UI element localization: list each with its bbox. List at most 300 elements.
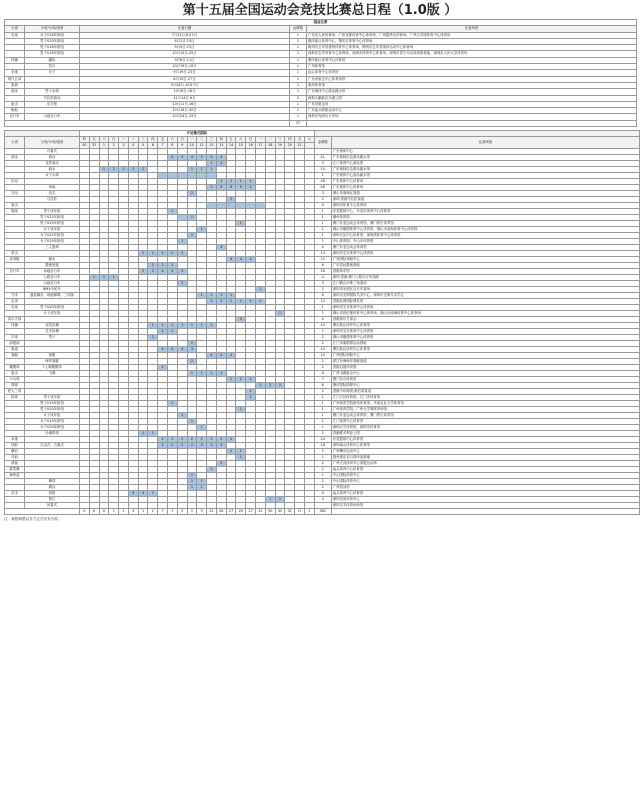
competition-day-cell: 2	[246, 377, 256, 383]
main-schedule-table	[4, 130, 640, 515]
competition-day-cell: 1	[187, 323, 197, 329]
sport-cell: 手球	[5, 335, 25, 341]
competition-day-cell: 9	[236, 185, 246, 191]
competition-day-cell: 4	[226, 257, 236, 263]
competition-day-cell: 1	[216, 293, 226, 299]
daily-total: 27	[246, 509, 256, 515]
competition-day-cell: 2	[216, 437, 226, 443]
competition-day-cell: 1	[226, 179, 236, 185]
venue-cell: 广东奥林匹克游泳跳水馆	[331, 167, 639, 173]
gold-cell: 2	[314, 485, 331, 491]
date-cell: 10月16日-19日	[80, 64, 290, 70]
sub-cell: 艺术体操	[24, 329, 79, 335]
competition-day-cell: 2	[216, 299, 226, 305]
total-gold: 37	[290, 120, 307, 126]
daily-total: 5	[177, 509, 187, 515]
weekday-header: 一	[256, 137, 266, 143]
competition-day-cell: 1	[207, 293, 217, 299]
gold-cell: 1	[290, 64, 307, 70]
venue-cell: 深圳市光明自行车场	[307, 114, 637, 120]
venue-cell: 广东奥林匹克游泳跳水馆	[331, 155, 639, 161]
venue-cell: 香港维多利亚公园	[331, 431, 639, 437]
weekday-header: 五	[158, 137, 168, 143]
weekday-header: 二	[128, 137, 138, 143]
gold-cell: 1	[314, 395, 331, 401]
sub-cell: 女子成年组	[24, 227, 79, 233]
competition-day-cell: 1	[265, 497, 275, 503]
venue-cell: 广东奥体中心游泳跳水馆	[331, 173, 639, 179]
date-cell: 10月24日-25日	[80, 114, 290, 120]
venue-cell: 深圳市体育中心体育场	[331, 203, 639, 209]
sub-cell: 女子U19年龄组	[24, 419, 79, 425]
gold-cell: 15	[314, 347, 331, 353]
gold-cell: 2	[314, 329, 331, 335]
competition-day-cell: 1	[236, 407, 246, 413]
date-cell: 9月4日-15日	[80, 45, 290, 51]
gold-cell: 1	[290, 32, 307, 38]
venue-cell: 广东省射击中心体育场馆	[307, 76, 637, 82]
gold-cell: 1	[290, 101, 307, 107]
weekday-header: 六	[168, 137, 178, 143]
venue-cell: 肇庆新区体育中心体育馆	[331, 323, 639, 329]
gold-cell: 1	[290, 82, 307, 88]
competition-day-cell: 2	[187, 191, 197, 197]
competition-day-cell: 1	[226, 293, 236, 299]
date-header: 20	[285, 143, 295, 149]
competition-day-cell: 1	[99, 275, 109, 281]
venue-cell: 香港中环海滨·港岛湾赛道	[331, 389, 639, 395]
sport-cell: 滑板	[5, 461, 25, 467]
venue-cell: 广州体育学院、广州大学城体育场馆	[331, 407, 639, 413]
competition-day-cell: 2	[265, 383, 275, 389]
competition-day-cell: 2	[216, 461, 226, 467]
sport-cell: 自行车	[5, 114, 25, 120]
competition-day-cell: 5	[207, 155, 217, 161]
gold-cell: 6	[314, 263, 331, 269]
date-header: 14	[226, 143, 236, 149]
venue-cell: 广东省射击场	[307, 101, 637, 107]
date-header: 11	[197, 143, 207, 149]
competition-day-cell: 2	[109, 167, 119, 173]
competition-day-cell: 1	[197, 227, 207, 233]
sub-cell: 公路自行车	[24, 275, 79, 281]
competition-day-cell: 1	[207, 167, 217, 173]
date-cell: 7月15日-8月1日	[80, 32, 290, 38]
competition-day-cell: 2	[138, 269, 148, 275]
sport-cell: 帆船	[5, 108, 25, 114]
date-header: 8	[168, 143, 178, 149]
gold-cell: 6	[314, 383, 331, 389]
competition-day-cell: 5	[177, 155, 187, 161]
date-cell: 9月19日-23日	[80, 70, 290, 76]
date-header: 17	[256, 143, 266, 149]
competition-day-cell: 4	[236, 317, 246, 323]
empty-cell	[307, 120, 637, 126]
competition-day-cell: 1	[168, 323, 178, 329]
venue-cell: 东莞篮球中心、东莞市体育中心体育馆	[331, 209, 639, 215]
competition-day-cell: 1	[187, 371, 197, 377]
competition-day-cell: 1	[99, 167, 109, 173]
sub-cell: 山地自行车	[24, 281, 79, 287]
gold-cell: 1	[290, 70, 307, 76]
gold-cell: 9	[314, 491, 331, 497]
competition-day-cell: 2	[177, 443, 187, 449]
sport-cell: 射箭	[5, 82, 25, 88]
competition-day-cell: 4	[168, 347, 178, 353]
date-header: 15	[236, 143, 246, 149]
daily-total: 30	[265, 509, 275, 515]
sub-cell: 女子U20年龄组	[24, 425, 79, 431]
daily-total: 35	[275, 509, 285, 515]
venue-cell: 江门体育中心体育馆	[331, 419, 639, 425]
sub-cell: 静水	[24, 257, 79, 263]
daily-total: 1	[119, 509, 129, 515]
competition-day-cell: 4	[246, 257, 256, 263]
daily-total: 9	[197, 509, 207, 515]
venue-cell: 广东奥体中心体育场	[331, 185, 639, 191]
gold-cell: 1	[314, 239, 331, 245]
competition-day-cell: 1	[236, 455, 246, 461]
gold-cell: 1	[290, 108, 307, 114]
prelim-total-row	[5, 120, 637, 126]
competition-day-cell: 2	[226, 299, 236, 305]
sub-cell: 女子U19年龄组	[24, 239, 79, 245]
venue-cell: 香港亚洲国际博览馆	[331, 299, 639, 305]
gold-cell: 15	[314, 323, 331, 329]
competition-day-cell: 2	[158, 437, 168, 443]
sub-cell: BMX小轮车	[24, 287, 79, 293]
date-header: 6	[148, 143, 158, 149]
sub-cell: 马拉松	[24, 197, 79, 203]
col-header: 分项/小项/组别	[25, 26, 80, 32]
competition-day-cell: 4	[168, 269, 178, 275]
venue-cell: 惠州惠东双月湾冲浪基地	[331, 455, 639, 461]
gold-cell: 6	[314, 293, 331, 299]
venue-cell: 深圳大鹏新区东湖公园	[307, 95, 637, 101]
sub-cell: 男子成年组	[24, 395, 79, 401]
sport-cell: 乒乓球	[5, 377, 25, 383]
gold-cell: 1	[290, 51, 307, 57]
sport-cell: 赛艇	[5, 353, 25, 359]
venue-cell: 中山国际体育中心	[331, 479, 639, 485]
daily-total: 26	[216, 509, 226, 515]
competition-day-cell: 2	[187, 359, 197, 365]
competition-day-cell: 2	[226, 377, 236, 383]
gold-cell: 1	[314, 215, 331, 221]
date-header: 18	[265, 143, 275, 149]
date-cell: 11月14日-6日	[80, 95, 290, 101]
venue-cell: 深圳大学体育馆、深圳市体育馆	[331, 425, 639, 431]
competition-day-cell: 2	[148, 263, 158, 269]
sub-cell: 男子U18年龄组	[25, 45, 80, 51]
sport-cell: 攀岩	[5, 449, 25, 455]
competition-day-cell: 1	[216, 179, 226, 185]
venue-cell: 肇庆国际网球中心	[331, 383, 639, 389]
competition-day-cell: 2	[187, 437, 197, 443]
venue-cell: 香港启德体育园	[331, 365, 639, 371]
venue-cell: 江门体育中心游泳馆	[331, 161, 639, 167]
col-header: 比赛日期	[80, 26, 290, 32]
competition-day-cell: 1	[187, 485, 197, 491]
gold-cell: 2	[314, 341, 331, 347]
competition-day-cell: 1	[177, 413, 187, 419]
sub-cell: 飞碟	[24, 371, 79, 377]
venue-cell: 广东清远激流基地	[331, 263, 639, 269]
competition-day-cell: 1	[197, 479, 207, 485]
gold-cell: 14	[314, 167, 331, 173]
weekday-header: 一	[187, 137, 197, 143]
competition-day-cell: 1	[275, 311, 285, 317]
competition-day-cell: 2	[158, 251, 168, 257]
competition-day-cell: 1	[216, 371, 226, 377]
competition-day-cell: 2	[138, 251, 148, 257]
sport-cell: 摔跤	[5, 443, 25, 449]
date-cell: 8月2日-15日	[80, 38, 290, 44]
venue-cell: 东莞篮球中心体育馆	[331, 437, 639, 443]
col-header: 金牌数	[314, 137, 331, 149]
venue-cell: 广州体育馆	[307, 64, 637, 70]
gold-cell: 4	[314, 317, 331, 323]
venue-cell: 香港高尔夫球会	[331, 317, 639, 323]
daily-total: 22	[207, 509, 217, 515]
gold-cell: 3	[314, 161, 331, 167]
gold-cell: 2	[290, 95, 307, 101]
competition-day-cell: 2	[256, 383, 266, 389]
competition-day-cell: 2	[207, 467, 217, 473]
date-cell: 10月14日-25日	[80, 51, 290, 57]
competition-day-cell: 1	[275, 497, 285, 503]
competition-day-cell: 3	[216, 443, 226, 449]
competition-day-cell: 1	[168, 401, 178, 407]
sub-cell: 女子U18年龄组	[25, 32, 80, 38]
competition-day-cell: 2	[275, 383, 285, 389]
main-banner: 开闭幕式期间	[79, 131, 314, 137]
sub-cell: 竞走	[24, 191, 79, 197]
sub-cell: 男子U22年龄组	[24, 215, 79, 221]
sub-cell: 激流回旋	[24, 263, 79, 269]
venue-cell: 澳门东亚运动会体育馆、澳门塔石体育馆	[331, 221, 639, 227]
venue-cell: 梅州市五华县惠州体育中心体育场、梅州市五华县奥体运动中心体育场	[307, 45, 637, 51]
gold-cell: 7	[314, 377, 331, 383]
daily-total: 0	[89, 509, 99, 515]
gold-cell: 1	[314, 227, 331, 233]
venue-cell: 广州攀岩运动中心	[331, 449, 639, 455]
sub-cell: 赛艇	[24, 353, 79, 359]
sport-cell: 跆拳道	[5, 473, 25, 479]
venue-cell: 深圳南山体育中心体育馆	[331, 443, 639, 449]
venue-cell: 深圳大运中心体育馆、深圳湾体育中心体育馆	[331, 233, 639, 239]
sport-cell: 皮划艇	[5, 257, 25, 263]
daily-total: 1	[109, 509, 119, 515]
sport-cell: 游泳	[5, 89, 25, 95]
gold-cell: 1	[314, 233, 331, 239]
sub-cell: 竞技体操	[24, 323, 79, 329]
competition-day-cell: 3	[197, 443, 207, 449]
competition-day-cell: 2	[168, 251, 178, 257]
competition-day-cell: 1	[187, 419, 197, 425]
competition-day-cell: 1	[148, 323, 158, 329]
gold-cell: 1	[290, 57, 307, 63]
competition-day-cell: 1	[246, 395, 256, 401]
sub-cell: 场地自行车	[24, 269, 79, 275]
gold-cell: 2	[314, 335, 331, 341]
date-cell: 10月16日-30日	[80, 108, 290, 114]
sub-cell: 女子成年组	[24, 311, 79, 317]
sport-cell: 橄榄球	[5, 365, 25, 371]
date-cell: 9月28日-10月7日	[80, 82, 290, 88]
venue-cell: 广州国际划船中心	[331, 353, 639, 359]
competition-day-cell: 1	[197, 167, 207, 173]
competition-day-cell: 2	[246, 389, 256, 395]
gold-cell: 2	[314, 287, 331, 293]
gold-cell: 20	[314, 437, 331, 443]
sub-cell: 盛装舞步、场地障碍、三项赛	[24, 293, 79, 299]
gold-cell: 1	[314, 305, 331, 311]
gold-cell: 1	[290, 89, 307, 95]
sport-cell: 霹雳舞	[5, 467, 25, 473]
competition-day-cell: 3	[187, 347, 197, 353]
daily-total: 0	[99, 509, 109, 515]
prelim-table	[4, 19, 637, 127]
competition-day-cell: 2	[187, 341, 197, 347]
sub-cell: 闭幕式	[24, 503, 79, 509]
competition-day-cell: 2	[246, 299, 256, 305]
competition-day-cell: 3	[177, 269, 187, 275]
sub-cell: 技巧	[25, 64, 80, 70]
competition-day-cell: 2	[148, 491, 158, 497]
sport-cell: 柔道	[5, 347, 25, 353]
weekday-header: 六	[99, 137, 109, 143]
sub-cell: 花样游泳	[24, 161, 79, 167]
venue-cell: 广州体育学院新馆体育馆、华南农业大学体育馆	[331, 401, 639, 407]
gold-cell: 1	[290, 76, 307, 82]
sub-cell: 山地自行车	[25, 114, 80, 120]
weekday-header: 三	[207, 137, 217, 143]
gold-cell: 2	[314, 359, 331, 365]
daily-total: 31	[285, 509, 295, 515]
sub-cell: 女子成年组	[24, 413, 79, 419]
venue-cell: 澳门综合体育馆	[331, 377, 639, 383]
date-cell: 9月8日-11日	[80, 57, 290, 63]
competition-day-cell: 2	[197, 437, 207, 443]
competition-day-cell: 1	[148, 431, 158, 437]
competition-day-cell: 1	[197, 371, 207, 377]
sub-cell: 男子U19年龄组	[24, 401, 79, 407]
date-header: 16	[246, 143, 256, 149]
sport-cell: 举重	[5, 70, 25, 76]
competition-day-cell: 2	[236, 377, 246, 383]
venue-cell: 佛山市顺德体育中心体育馆、佛山市南海体育中心体育馆	[331, 227, 639, 233]
competition-day-cell: 2	[128, 167, 138, 173]
competition-day-cell: 2	[177, 437, 187, 443]
competition-day-cell: 2	[177, 281, 187, 287]
venue-cell: 澳门东亚运动会体育馆	[331, 245, 639, 251]
sport-cell: 网球	[5, 383, 25, 389]
competition-day-cell: 1	[187, 167, 197, 173]
sub-cell: 男子	[24, 335, 79, 341]
sub-cell: 男子成年组	[24, 209, 79, 215]
sub-cell: 男子水球	[25, 89, 80, 95]
weekday-header: 四	[216, 137, 226, 143]
venue-cell: 深圳市宝安体育中心体育馆	[331, 251, 639, 257]
date-cell: 8月19日-27日	[80, 76, 290, 82]
venue-cell: 中山国际体育中心	[331, 473, 639, 479]
col-header: 大项	[5, 137, 25, 149]
venue-cell: 肇庆新区体育中心体育馆	[331, 347, 639, 353]
competition-day-cell: 2	[138, 167, 148, 173]
gold-cell: 2	[314, 365, 331, 371]
gold-cell: 1	[314, 209, 331, 215]
col-header: 金牌数	[290, 26, 307, 32]
competition-day-cell: 2	[158, 443, 168, 449]
sub-cell: 马拉松游泳	[25, 95, 80, 101]
competition-day-cell: 1	[197, 425, 207, 431]
competition-day-cell: 6	[216, 185, 226, 191]
gold-cell: 1	[290, 45, 307, 51]
weekday-header: 四	[285, 137, 295, 143]
weekday-header: 日	[109, 137, 119, 143]
weekday-header: 日	[246, 137, 256, 143]
competition-day-cell: 1	[236, 449, 246, 455]
competition-day-cell: 1	[187, 479, 197, 485]
gold-cell: 1	[314, 419, 331, 425]
gold-cell: 2	[314, 461, 331, 467]
venue-cell: 广州游泳馆	[331, 485, 639, 491]
competition-day-cell: 1	[168, 329, 178, 335]
gold-cell: 12	[314, 299, 331, 305]
sub-cell: 开幕式	[24, 149, 79, 155]
competition-day-cell: 4	[158, 347, 168, 353]
competition-day-cell: 4	[177, 347, 187, 353]
daily-total: 29	[236, 509, 246, 515]
gold-cell: 13	[314, 251, 331, 257]
sub-cell: 步手枪	[25, 101, 80, 107]
gold-cell: 3	[314, 497, 331, 503]
date-header: 30	[79, 143, 89, 149]
daily-total: 7	[168, 509, 178, 515]
sport-cell: 篮球	[5, 209, 25, 215]
weekday-header: 五	[226, 137, 236, 143]
competition-day-cell: 3	[128, 491, 138, 497]
sub-cell: 女子水球	[24, 173, 79, 179]
competition-day-cell: 2	[158, 263, 168, 269]
venue-cell: 肇庆新区体育中心体育馆	[307, 57, 637, 63]
col-header: 大项	[5, 26, 25, 32]
date-header: 10	[187, 143, 197, 149]
sport-cell: 曲棍球	[5, 341, 25, 347]
gold-cell: 4	[314, 275, 331, 281]
competition-day-cell: 1	[158, 329, 168, 335]
weekday-header: 六	[304, 137, 314, 143]
date-header: 19	[275, 143, 285, 149]
competition-day-cell: 1	[207, 371, 217, 377]
sub-cell: 三人篮球	[24, 245, 79, 251]
sub-cell: 女子	[25, 70, 80, 76]
venue-cell: 中山体育馆、中山市体育馆	[331, 239, 639, 245]
date-header: 13	[216, 143, 226, 149]
sport-cell: 足球	[5, 305, 25, 311]
competition-day-cell: 3	[207, 443, 217, 449]
date-header: 31	[89, 143, 99, 149]
sport-cell: 现代五项	[5, 76, 25, 82]
gold-cell: 1	[314, 425, 331, 431]
gold-cell: 16	[314, 269, 331, 275]
gold-cell: 2	[314, 431, 331, 437]
venue-cell: 深圳市宝安体育中心体育场	[331, 305, 639, 311]
weekday-header: 五	[89, 137, 99, 143]
date-header: 2	[109, 143, 119, 149]
sport-cell: 高尔夫球	[5, 317, 25, 323]
